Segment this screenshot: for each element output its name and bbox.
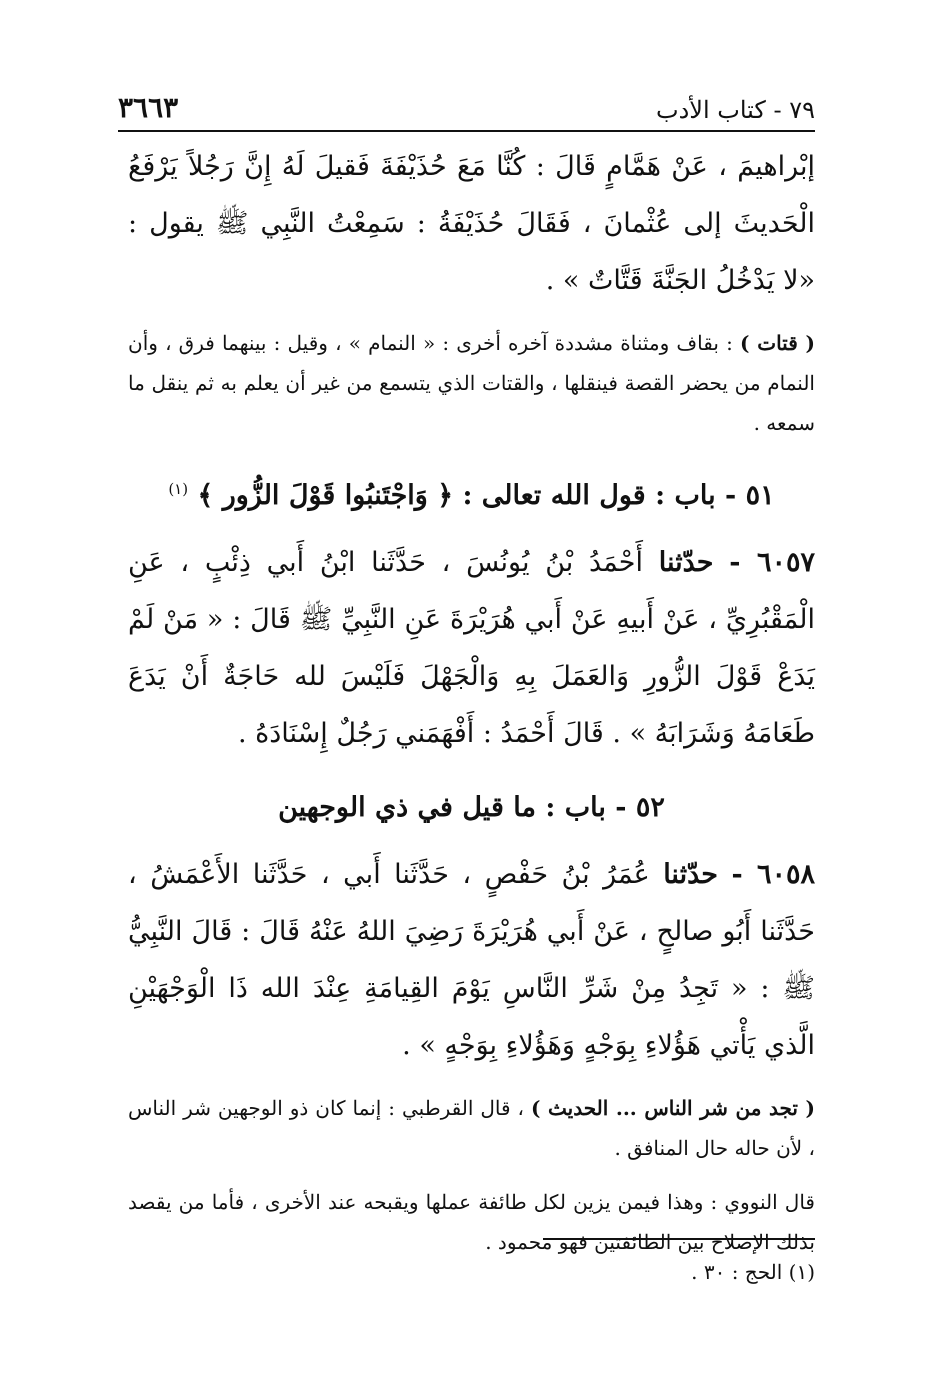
chapter-title: ٧٩ - كتاب الأدب (656, 96, 815, 124)
commentary-qurtubi (128, 1088, 815, 1168)
chapter-heading-text: ٥١ - باب : قول الله تعالى : ﴿ وَاجْتَنبُوا قَوْلَ الزُّور ﴾ (197, 480, 775, 511)
hadith-6057 (128, 534, 815, 762)
hadith-continuation: إبْراهيمَ ، عَنْ هَمَّامٍ قَالَ : كُنَّا مَعَ حُذَيْفَةَ فَقيلَ لَهُ إِنَّ رَجُلاً يَرْفَعُ الْحَديثَ إلى عُثْمانَ ، فَقَالَ حُذَيْفَةُ : سَمِعْتُ النَّبِي ﷺ يقول : «لا يَدْخُلُ الجَنَّةَ قَتَّاتٌ » . (128, 151, 815, 296)
hadith-lead: حدّثنا (658, 547, 714, 578)
hadith-text: عُمَرُ بْنُ حَفْصٍ ، حَدَّثَنا أَبي ، حَدَّثَنا الأَعْمَشُ ، حَدَّثَنا أَبُو صالحٍ ، عَنْ أَبي هُرَيْرَةَ رَضِيَ اللهُ عَنْهُ قَالَ : قَالَ النَّبِيُّ ﷺ : « تَجِدُ مِنْ شَرِّ النَّاسِ يَوْمَ القِيامَةِ عِنْدَ الله ذَا الْوَجْهَيْنِ الَّذي يَأْتي هَؤُلاءِ بِوَجْهٍ وَهَؤُلاءِ بِوَجْهٍ » . (128, 859, 815, 1061)
commentary-qattat (128, 323, 815, 443)
chapter-heading-51 (128, 463, 815, 522)
commentary-nawawi: قال النووي : وهذا فيمن يزين لكل طائفة عملها ويقبحه عند الأخرى ، فأما من يقصد بذلك الإصلاح بين الطائفتين فهو محمود . (128, 1190, 815, 1254)
page-header (118, 78, 815, 132)
commentary-term: ( قتات ) (740, 331, 815, 355)
hadith-number: ٦٠٥٨ - (731, 859, 815, 890)
commentary-term: ( تجد من شر الناس ... الحديث ) (530, 1096, 815, 1120)
commentary-text: : بقاف ومثناة مشددة آخره أخرى : « النمام » ، وقيل : بينهما فرق ، وأن النمام من يحضر القصة فينقلها ، والقتات الذي يتسمع من غير أن يعلم به ثم ينقل ما سمعه . (128, 331, 815, 435)
commentary-text: ، قال القرطبي : إنما كان ذو الوجهين شر الناس ، لأن حاله حال المنافق . (128, 1096, 815, 1160)
hadith-6058 (128, 846, 815, 1074)
page-body (128, 138, 815, 1262)
footnote-ref: (١) (168, 480, 189, 498)
hadith-number: ٦٠٥٧ - (729, 547, 815, 578)
hadith-lead: حدّثنا (663, 859, 718, 890)
footnote: (١) الحج : ٣٠ . (691, 1260, 815, 1284)
page-number: ٣٦٦٣ (118, 91, 179, 124)
chapter-heading-52: ٥٢ - باب : ما قيل في ذي الوجهين (278, 792, 665, 823)
hadith-text: أَحْمَدُ بْنُ يُونُسَ ، حَدَّثَنا ابْنُ أَبي ذِئْبٍ ، عَنِ الْمَقْبُرِيِّ ، عَنْ أَبيهِ عَنْ أَبي هُرَيْرَةَ عَنِ النَّبِيِّ ﷺ قَالَ : « مَنْ لَمْ يَدَعْ قَوْلَ الزُّورِ وَالعَمَلَ بِهِ وَالْجَهْلَ فَلَيْسَ لله حَاجَةٌ أَنْ يَدَعَ طَعَامَهُ وَشَرَابَهُ » . قَالَ أَحْمَدُ : أَفْهَمَني رَجُلٌ إِسْنَادَهُ . (128, 547, 815, 749)
footnote-divider (543, 1238, 815, 1240)
